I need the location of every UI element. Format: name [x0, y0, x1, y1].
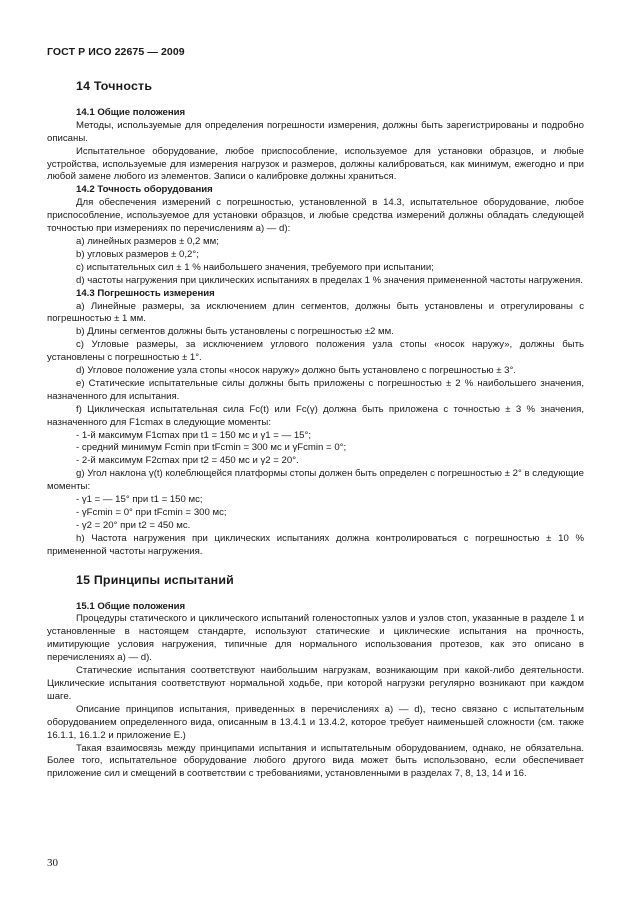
subsection-15-1-title: 15.1 Общие положения: [76, 600, 186, 612]
list-subitem: - 1-й максимум F1cmax при t1 = 150 мс и γ1 = — 15°;: [76, 429, 311, 441]
list-item: а) Линейные размеры, за исключением длин сегментов, должны быть установлены и отрегулированы с погрешностью ± 1 мм.: [47, 300, 584, 325]
section-14-title: 14 Точность: [76, 79, 153, 93]
list-item: с) Угловые размеры, за исключением углового положения узла стопы «носок наружу», должны быть установлены с погрешностью ± 1°.: [47, 339, 584, 364]
subsection-14-2-title: 14.2 Точность оборудования: [76, 184, 213, 196]
section-15-title: 15 Принципы испытаний: [76, 572, 234, 587]
list-subitem: - средний минимум Fcmin при tFcmin = 300 мс и γFcmin = 0°;: [76, 442, 347, 454]
list-item: b) Длины сегментов должны быть установлены с погрешностью ±2 мм.: [76, 326, 394, 338]
subsection-14-3-title: 14.3 Погрешность измерения: [76, 287, 215, 299]
subsection-14-1-title: 14.1 Общие положения: [76, 106, 186, 118]
document-header: ГОСТ Р ИСО 22675 — 2009: [47, 46, 185, 58]
list-item: d) Угловое положение узла стопы «носок наружу» должно быть установлено с погрешностью ± 3°.: [76, 365, 516, 377]
paragraph: Описание принципов испытания, приведенных в перечислениях а) — d), тесно связано с испытательным оборудованием определенного вида, описанным в 13.4.1 и 13.4.2, которое требует наименьшей сложности (см. также 16.1.1, 16.1.2 и приложение Е.): [47, 703, 584, 741]
list-item: а) линейных размеров ± 0,2 мм;: [76, 235, 219, 247]
list-item: с) испытательных сил ± 1 % наибольшего значения, требуемого при испытании;: [76, 261, 434, 273]
paragraph: Статические испытания соответствуют наибольшим нагрузкам, возникающим при какой-либо деятельности. Циклические испытания соответствуют нормальной ходьбе, при которой нагрузки регулярно возникают при каждом шаге.: [47, 665, 584, 702]
paragraph: Для обеспечения измерений с погрешностью, установленной в 14.3, испытательное оборудование, любое приспособление, используемое для установки образцов, и любые средства измерений должны обладать следующей точностью при измерениях по перечислениям а) — d):: [47, 197, 584, 235]
paragraph: Методы, используемые для определения погрешности измерения, должны быть зарегистрированы и подробно описаны.: [47, 119, 584, 144]
paragraph: Процедуры статического и циклического испытаний голеностопных узлов и узлов стоп, указанные в разделе 1 и установленные в настоящем стандарте, используют статические и циклические испытания на прочность, имитирующие условия нагружения, типичные для нормального использования протезов, как это описано в перечислениях а) — d).: [47, 613, 584, 664]
paragraph: Испытательное оборудование, любое приспособление, используемое для установки образцов, и любые устройства, используемые для измерения нагрузок и размеров, должны калиброваться, как минимум, ежегодно и при любой замене любого из элементов. Записи о калибровке должны храниться.: [47, 145, 584, 183]
paragraph: Такая взаимосвязь между принципами испытания и испытательным оборудованием, однако, не обязательна. Более того, испытательное оборудование любого другого вида может быть использовано, если обеспечивает приложение сил и смещений в соответствии с требованиями, установленными в разделах 7, 8, 13, 14 и 16.: [47, 742, 584, 780]
list-item: f) Циклическая испытательная сила Fc(t) или Fc(γ) должна быть приложена с точностью ± 3 % значения, назначенного для F1cmax в следующие моменты:: [47, 403, 584, 428]
list-subitem: - γ2 = 20° при t2 = 450 мс.: [76, 519, 191, 531]
list-item: g) Угол наклона γ(t) колеблющейся платформы стопы должен быть определен с погрешностью ± 2° в следующие моменты:: [47, 468, 584, 493]
list-subitem: - γFcmin = 0° при tFcmin = 300 мс;: [76, 507, 227, 518]
page-number: 30: [47, 857, 58, 869]
list-item: d) частоты нагружения при циклических испытаниях в пределах 1 % значения примененной частоты нагружения.: [76, 274, 583, 286]
page-content: [47, 80, 584, 781]
list-item: h) Частота нагружения при циклических испытаниях должна контролироваться с погрешностью ± 10 % примененной частоты нагружения.: [47, 532, 584, 557]
list-item: е) Статические испытательные силы должны быть приложены с погрешностью ± 2 % наибольшего значения, назначенного для испытания.: [47, 377, 584, 402]
list-subitem: - γ1 = — 15° при t1 = 150 мс;: [76, 494, 203, 506]
list-item: b) угловых размеров ± 0,2°;: [76, 248, 199, 260]
list-subitem: - 2-й максимум F2cmax при t2 = 450 мс и γ2 = 20°.: [76, 455, 299, 467]
